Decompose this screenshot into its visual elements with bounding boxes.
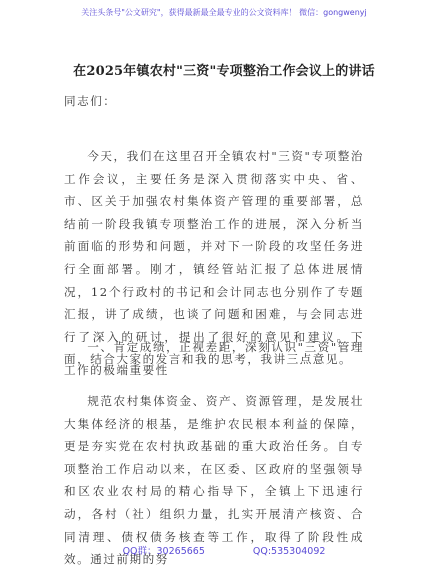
paragraph-section-1: 规范农村集体资金、资产、资源管理，是发展壮大集体经济的根基，是维护农民根本利益的保障，更是夯实党在农村执政基础的重大政治任务。自专项整治工作启动以来，在区委、区政府的坚强领导和区农业农村局的精心指导下，全镇上下迅速行动，各村（社）组织力量，扎实开展清产核资、合同清理、债权债务核查等工作，取得了阶段性成效。通过前期的努 bbox=[64, 394, 364, 567]
top-banner: 关注头条号"公文研究"，获得最新最全最专业的公文资料库！ 微信：gongwenyj bbox=[81, 8, 367, 17]
footer-qq-number: QQ:535304092 bbox=[252, 546, 326, 557]
footer-contact bbox=[0, 543, 448, 557]
footer-qq-group: QQ群：30265665 bbox=[122, 546, 205, 557]
section-heading-1: 一、肯定成绩，正视差距，深刻认识"三资"管理工作的极端重要性 bbox=[64, 340, 364, 377]
salutation: 同志们： bbox=[64, 94, 117, 108]
document-title: 在2025年镇农村"三资"专项整治工作会议上的讲话 bbox=[73, 64, 375, 79]
paragraph-intro: 今天，我们在这里召开全镇农村"三资"专项整治工作会议，主要任务是深入贯彻落实中央、省、市、区关于加强农村集体资产管理的重要部署，总结前一阶段我镇专项整治工作的进展，深入分析当前面临的形势和问题，并对下一阶段的攻坚任务进行全面部署。刚才，镇经管站汇报了总体进展情况，12个行政村的书记和会计同志也分别作了专题汇报，讲了成绩，也谈了问题和困难，与会同志进行了深入的研讨，提出了很好的意见和建议。下面，结合大家的发言和我的思考，我讲三点意见。 bbox=[64, 149, 364, 367]
